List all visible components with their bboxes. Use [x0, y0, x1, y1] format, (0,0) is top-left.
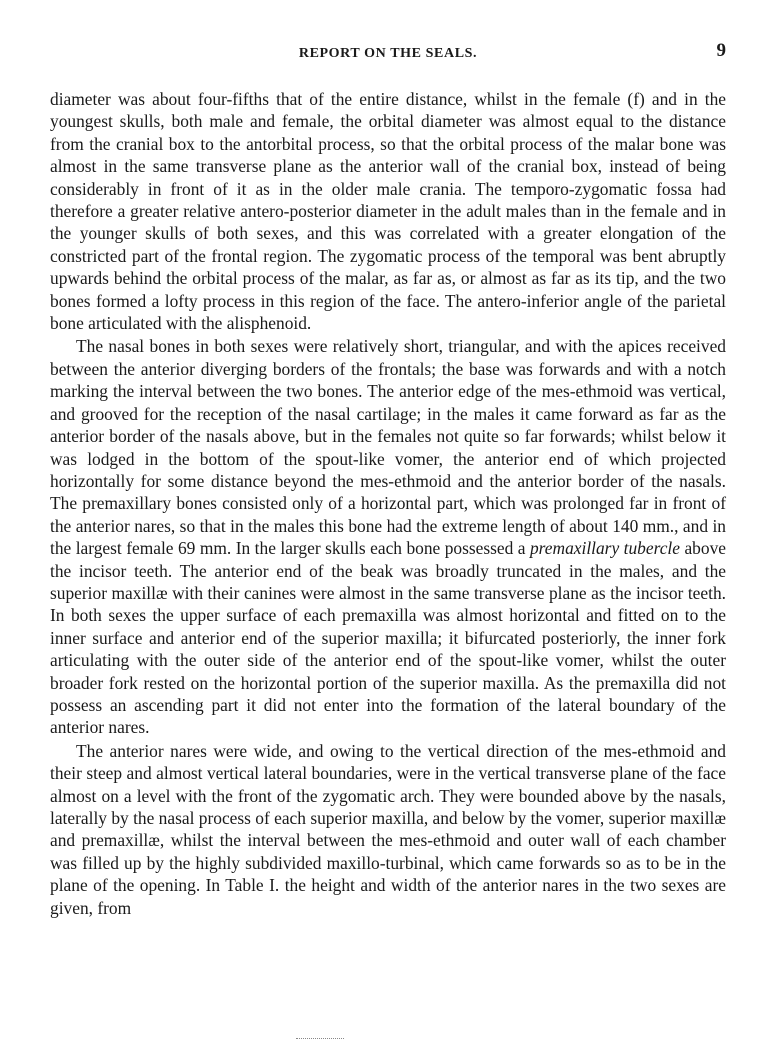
paragraph-2-part-a: The nasal bones in both sexes were relatively short, triangular, and with the apices received between the anterior diverging borders of the frontals; the base was forwards and with a notch marking the interval between the two bones. The anterior edge of the mes-ethmoid was vertical, and grooved for the reception of the nasal cartilage; in the males it came forward as far as the anterior border of the nasals above, but in the females not quite so far forwards; whilst below it was lodged in the bottom of the spout-like vomer, the anterior end of which projected horizontally for some distance beyond the mes-ethmoid and the anterior border of the nasals. The premaxillary bones consisted only of a horizontal part, which was prolonged far in front of the anterior nares, so that in the males this bone had the extreme length of about 140 mm., and in the largest female 69 mm. In the larger skulls each bone possessed a	[50, 336, 726, 559]
paragraph-1: diameter was about four-fifths that of the entire distance, whilst in the female (f) and in the youngest skulls, both male and female, the orbital diameter was almost equal to the distance from the cranial box to the antorbital process, so that the orbital process of the malar bone was almost in the same transverse plane as the anterior wall of the cranial box, instead of being considerably in front of it as in the older male crania. The temporo-zygomatic fossa had therefore a greater relative antero-posterior diameter in the adult males than in the female and in the younger skulls of both sexes, and this was correlated with a greater elongation of the constricted part of the frontal region. The zygomatic process of the temporal was bent abruptly upwards behind the orbital process of the malar, as far as, or almost as far as its tip, and the two bones formed a lofty process in this region of the face. The antero-inferior angle of the parietal bone articulated with the alisphenoid.	[50, 89, 726, 334]
paragraph-2	[50, 335, 726, 738]
running-title: REPORT ON THE SEALS.	[298, 46, 478, 61]
paragraph-3: The anterior nares were wide, and owing to the vertical direction of the mes-ethmoid and their steep and almost vertical lateral boundaries, were in the vertical transverse plane of the face almost on a level with the front of the zygomatic arch. They were bounded above by the nasals, laterally by the nasal process of each superior maxilla, and below by the vomer, superior maxillæ and premaxillæ, whilst the interval between the mes-ethmoid and outer wall of each chamber was filled up by the highly subdivided maxillo-turbinal, which came forwards so as to be in the plane of the opening. In Table I. the height and width of the anterior nares in the two sexes are given, from	[50, 740, 726, 918]
page-number: 9	[716, 40, 726, 61]
body-text	[50, 88, 726, 919]
page	[50, 38, 726, 919]
page-header	[50, 38, 726, 68]
paragraph-2-part-b: above the incisor teeth. The anterior end of the beak was broadly truncated in the males, and the superior maxillæ with their canines were almost in the same transverse plane as the incisor teeth. In both sexes the upper surface of each premaxilla was almost horizontal and fitted on to the inner surface and anterior end of the superior maxilla; it bifurcated posteriorly, the inner fork articulating with the outer side of the anterior end of the spout-like vomer, whilst the outer broader fork rested on the horizontal portion of the superior maxilla. As the premaxilla did not possess an ascending part it did not enter into the formation of the lateral boundary of the anterior nares.	[50, 538, 726, 738]
italic-term: premaxillary tubercle	[529, 538, 680, 559]
footer-mark	[296, 1038, 344, 1041]
